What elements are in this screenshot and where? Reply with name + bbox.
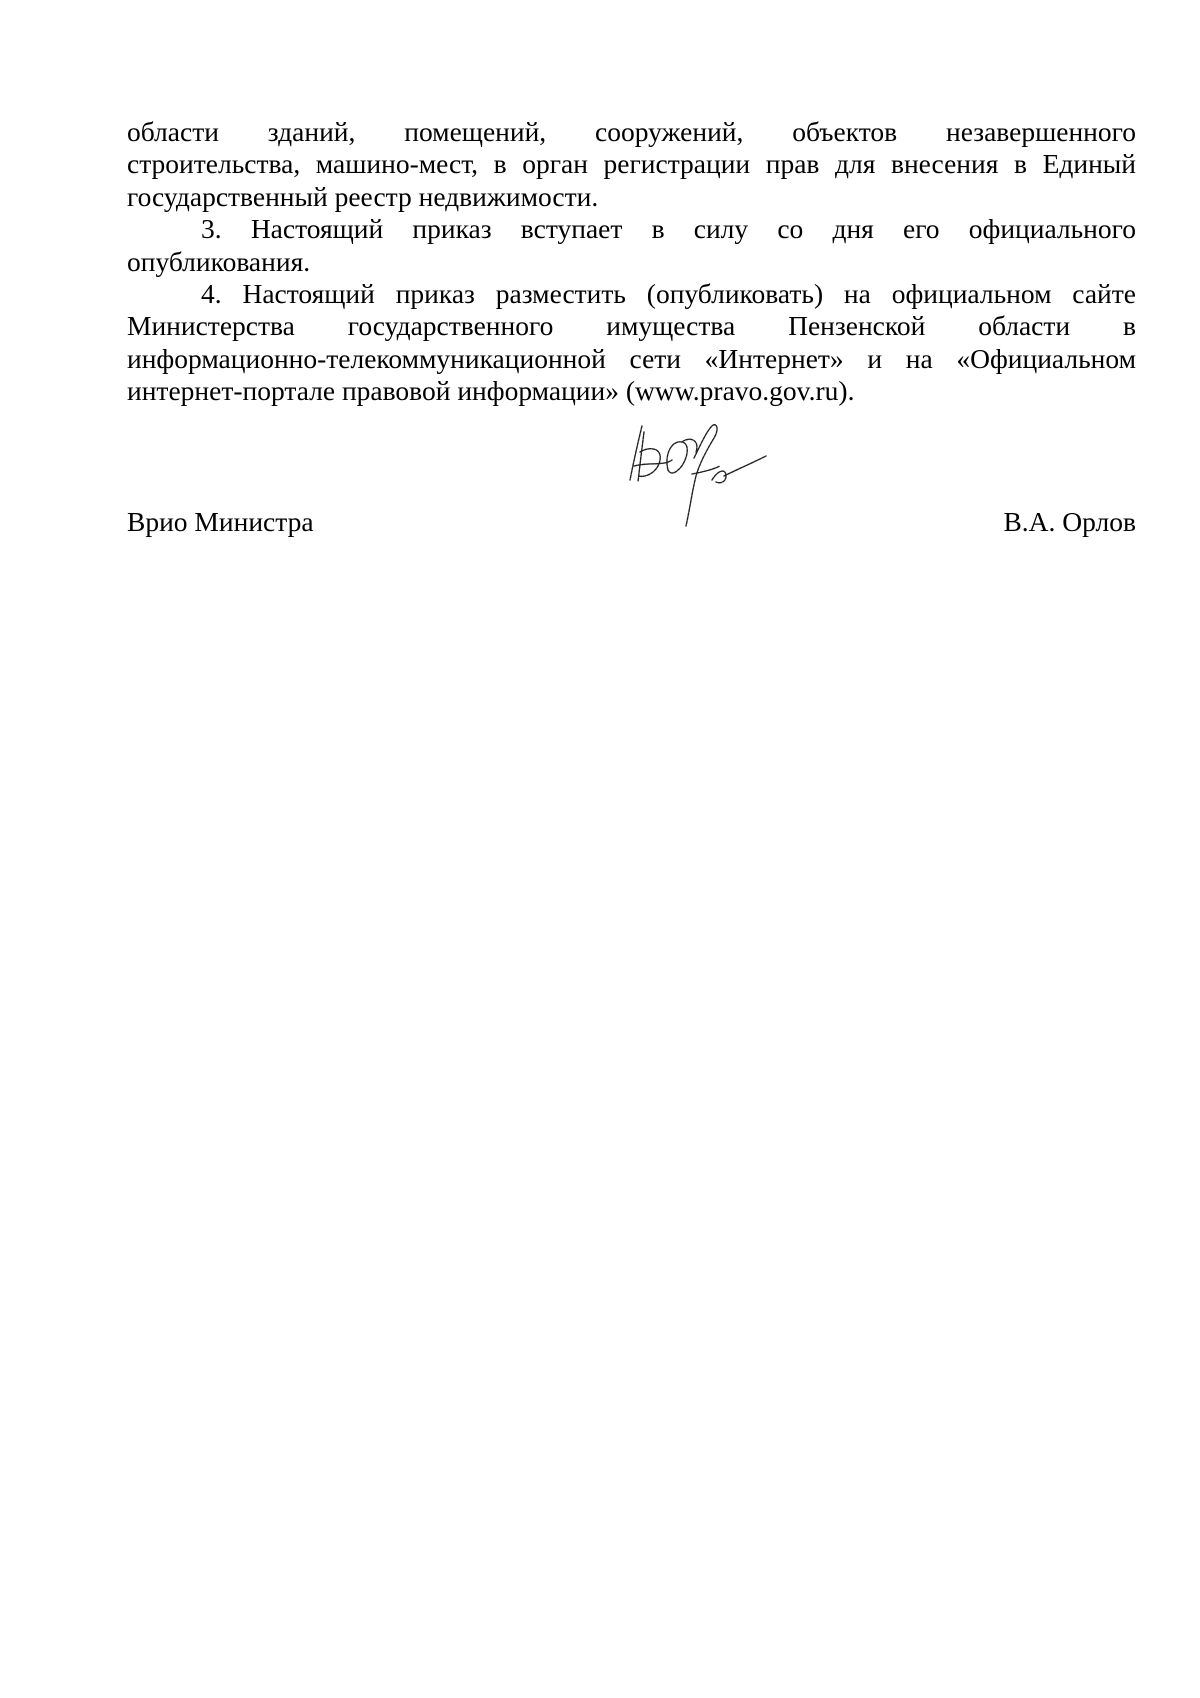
text-line: информационно-телекоммуникационной сети «Интернет» и на «Официальном [127,342,1136,374]
text-line: строительства, машино-мест, в орган регистрации прав для внесения в Единый [127,148,1136,180]
paragraph-4 [127,278,1136,408]
text-line: области зданий, помещений, сооружений, объектов незавершенного [127,116,1136,147]
signature-block [127,506,1136,542]
text-line: государственный реестр недвижимости. [127,180,599,212]
signatory-name: В.А. Орлов [1003,506,1136,537]
paragraph-3 [127,213,1136,278]
text-line: 3. Настоящий приказ вступает в силу со дня его официального [201,213,1136,245]
paragraph-continuation [127,116,1136,213]
text-line: 4. Настоящий приказ разместить (опубликовать) на официальном сайте [201,278,1136,310]
document-body [127,116,1136,408]
text-line: опубликования. [127,245,311,277]
signatory-position: Врио Министра [127,506,314,537]
text-line: Министерства государственного имущества Пензенской области в [127,310,1136,342]
text-line: интернет-портале правовой информации» (www.pravo.gov.ru). [127,375,855,407]
